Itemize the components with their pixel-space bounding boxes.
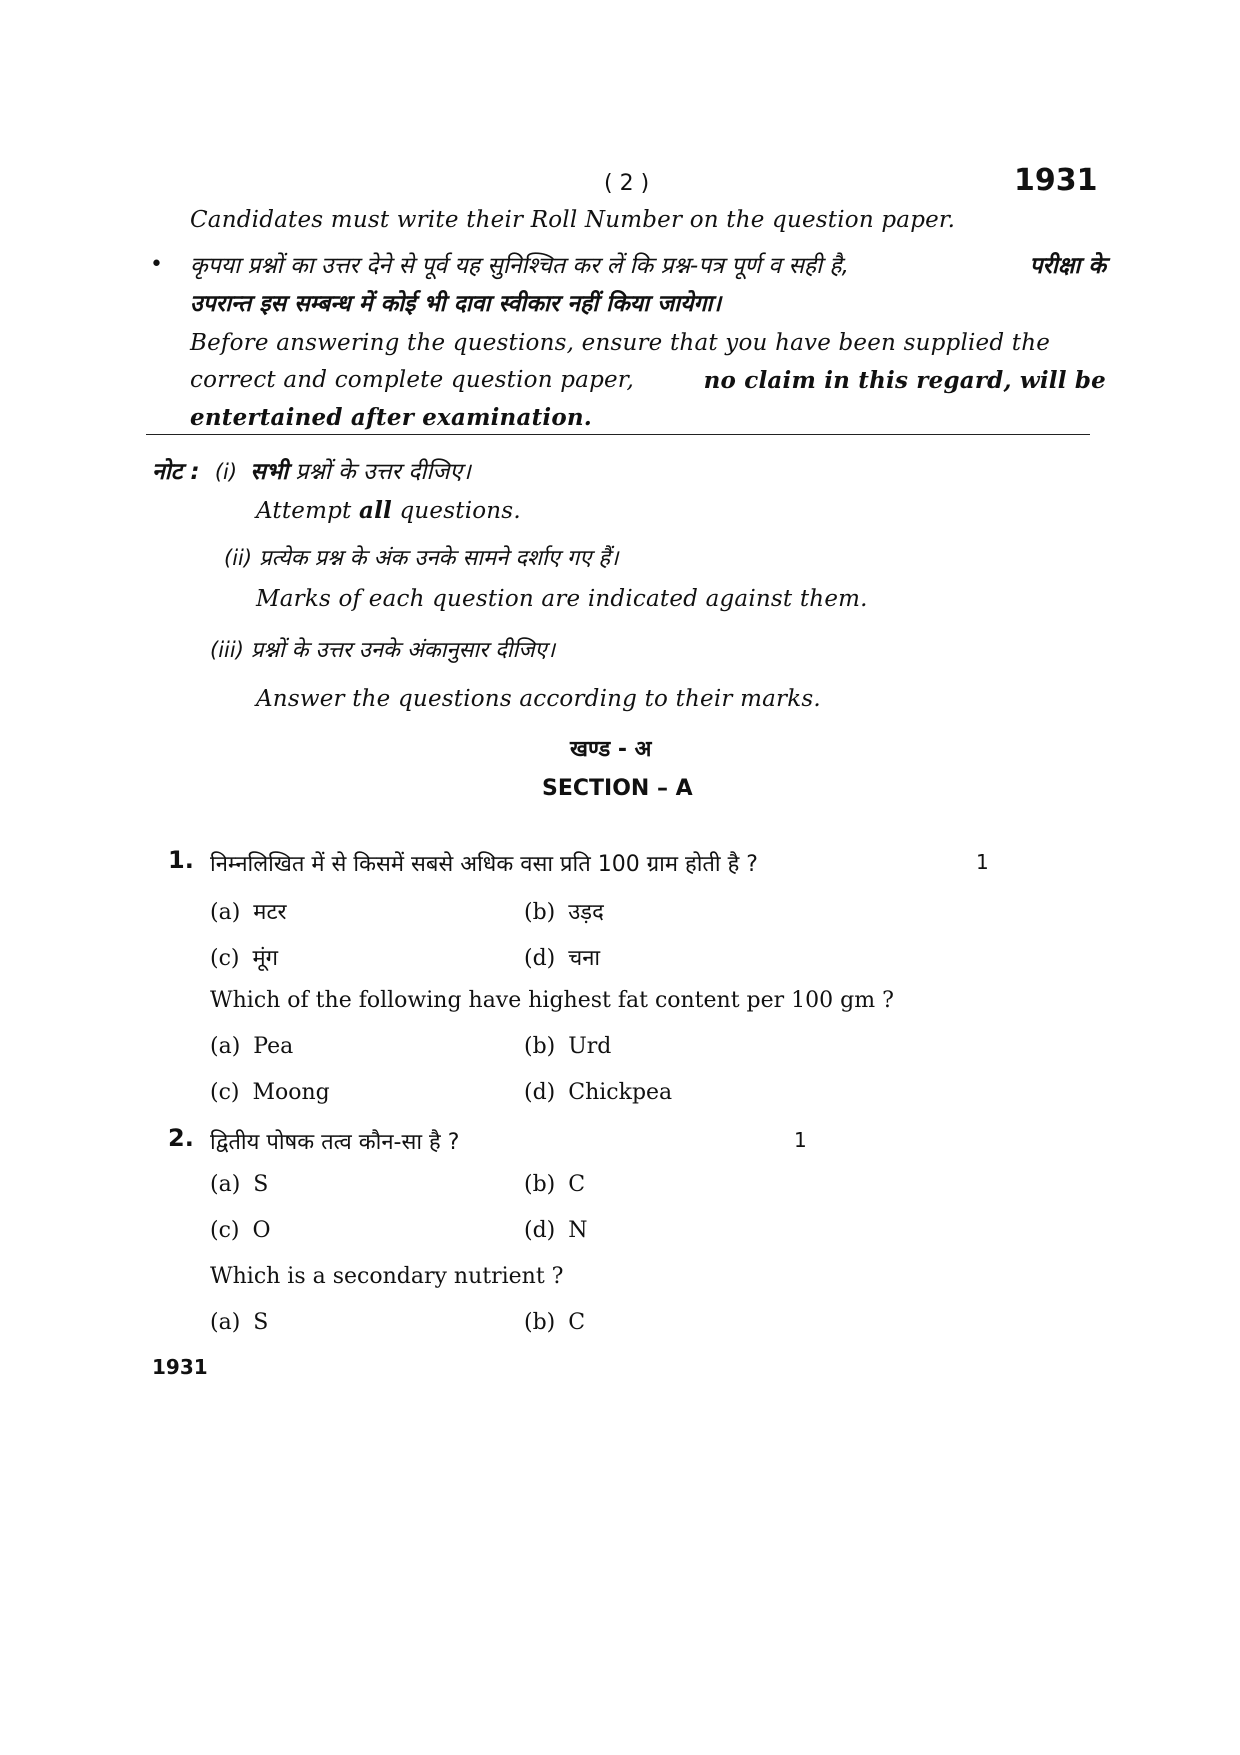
option-a-hi bbox=[210, 896, 287, 926]
page-number: ( 2 ) bbox=[604, 171, 650, 196]
option-b-en bbox=[524, 1310, 585, 1335]
option-label: (b) bbox=[524, 1310, 556, 1335]
option-label: (a) bbox=[210, 1172, 241, 1197]
paper-code-bottom: 1931 bbox=[152, 1355, 208, 1379]
note-i-number: (i) bbox=[214, 460, 238, 484]
note-iii-number: (iii) bbox=[210, 638, 244, 662]
option-a-en bbox=[210, 1034, 293, 1059]
note-i-hi: प्रश्नों के उत्तर दीजिए। bbox=[295, 459, 471, 485]
option-text: N bbox=[568, 1218, 588, 1243]
question-text-hi: निम्नलिखित में से किसमें सबसे अधिक वसा प्रति 100 ग्राम होती है ? bbox=[210, 852, 758, 877]
question-text-en: Which is a secondary nutrient ? bbox=[210, 1264, 564, 1289]
option-text: S bbox=[253, 1172, 269, 1197]
option-c-en bbox=[210, 1080, 330, 1105]
option-label: (b) bbox=[524, 1172, 556, 1197]
check-instruction-hi-line1 bbox=[190, 248, 1106, 280]
option-d-en bbox=[524, 1080, 672, 1105]
note-i-en-bold: all bbox=[359, 497, 392, 524]
bullet-icon: • bbox=[150, 252, 163, 277]
note-iii-en: Answer the questions according to their marks. bbox=[256, 686, 821, 712]
note-iii-hi: प्रश्नों के उत्तर उनके अंकानुसार दीजिए। bbox=[250, 638, 556, 663]
check-instruction-hi-line2: उपरान्त इस सम्बन्ध में कोई भी दावा स्वीकार नहीं किया जायेगा। bbox=[190, 291, 722, 317]
option-label: (b) bbox=[524, 900, 556, 925]
option-b-hi bbox=[524, 896, 604, 926]
option-text: उड़द bbox=[568, 900, 604, 925]
check-instruction-en-line2 bbox=[190, 367, 1106, 394]
note-block-i bbox=[152, 454, 471, 486]
note-block-ii bbox=[224, 542, 618, 572]
question-number: 2. bbox=[168, 1124, 194, 1152]
note-label: नोट : bbox=[152, 459, 200, 485]
option-text: मटर bbox=[253, 900, 287, 925]
question-number: 1. bbox=[168, 846, 194, 874]
section-title-hi: खण्ड - अ bbox=[570, 737, 652, 762]
option-label: (d) bbox=[524, 1218, 556, 1243]
option-a-en bbox=[210, 1310, 268, 1335]
note-ii-en: Marks of each question are indicated against them. bbox=[256, 586, 868, 612]
question-text-en: Which of the following have highest fat content per 100 gm ? bbox=[210, 988, 894, 1013]
section-title-en: SECTION – A bbox=[542, 776, 693, 801]
option-label: (a) bbox=[210, 1310, 241, 1335]
option-d-hi bbox=[524, 942, 600, 972]
option-label: (d) bbox=[524, 946, 556, 971]
check-instruction-en-line1-text: Before answering the questions, ensure that you have been supplied the bbox=[190, 330, 1051, 356]
check-instruction-en-line1 bbox=[190, 330, 1106, 356]
option-text: C bbox=[568, 1172, 586, 1197]
option-c-hi bbox=[210, 1218, 271, 1243]
check-instruction-hi-bold: परीक्षा के bbox=[1029, 253, 1106, 279]
option-d-hi bbox=[524, 1218, 588, 1243]
option-b-en bbox=[524, 1034, 611, 1059]
option-text: Moong bbox=[252, 1080, 330, 1105]
option-text: चना bbox=[568, 946, 601, 971]
option-text: C bbox=[568, 1310, 586, 1335]
check-instruction-en-line2-text: correct and complete question paper, bbox=[190, 367, 634, 393]
note-ii-hi: प्रत्येक प्रश्न के अंक उनके सामने दर्शाए गए हैं। bbox=[259, 546, 619, 571]
note-i-en-a: Attempt bbox=[256, 498, 352, 524]
option-label: (c) bbox=[210, 1218, 240, 1243]
check-instruction-hi-text: कृपया प्रश्नों का उत्तर देने से पूर्व यह सुनिश्चित कर लें कि प्रश्न-पत्र पूर्ण व सही है, bbox=[190, 253, 849, 279]
option-text: मूंग bbox=[252, 946, 279, 971]
roll-number-instruction: Candidates must write their Roll Number on the question paper. bbox=[190, 207, 956, 233]
option-label: (c) bbox=[210, 1080, 240, 1105]
option-text: O bbox=[252, 1218, 271, 1243]
question-text-hi: द्वितीय पोषक तत्व कौन-सा है ? bbox=[210, 1130, 460, 1155]
paper-code-top: 1931 bbox=[1014, 163, 1098, 198]
option-text: Urd bbox=[568, 1034, 612, 1059]
option-c-hi bbox=[210, 942, 278, 972]
note-i-en-b: questions. bbox=[399, 498, 521, 524]
check-instruction-en-line2-bold: no claim in this regard, will be bbox=[703, 367, 1106, 394]
note-block-iii bbox=[210, 634, 555, 664]
option-label: (c) bbox=[210, 946, 240, 971]
option-text: Pea bbox=[253, 1034, 294, 1059]
option-b-hi bbox=[524, 1172, 585, 1197]
divider-rule bbox=[146, 434, 1090, 435]
note-i-hi-bold: सभी bbox=[250, 459, 289, 485]
option-text: S bbox=[253, 1310, 269, 1335]
note-i-en bbox=[256, 497, 521, 524]
option-label: (b) bbox=[524, 1034, 556, 1059]
option-label: (d) bbox=[524, 1080, 556, 1105]
check-instruction-en-line3: entertained after examination. bbox=[190, 404, 592, 431]
question-marks: 1 bbox=[976, 850, 989, 874]
question-marks: 1 bbox=[794, 1128, 807, 1152]
option-text: Chickpea bbox=[568, 1080, 673, 1105]
note-ii-number: (ii) bbox=[224, 546, 253, 570]
option-a-hi bbox=[210, 1172, 268, 1197]
option-label: (a) bbox=[210, 1034, 241, 1059]
option-label: (a) bbox=[210, 900, 241, 925]
